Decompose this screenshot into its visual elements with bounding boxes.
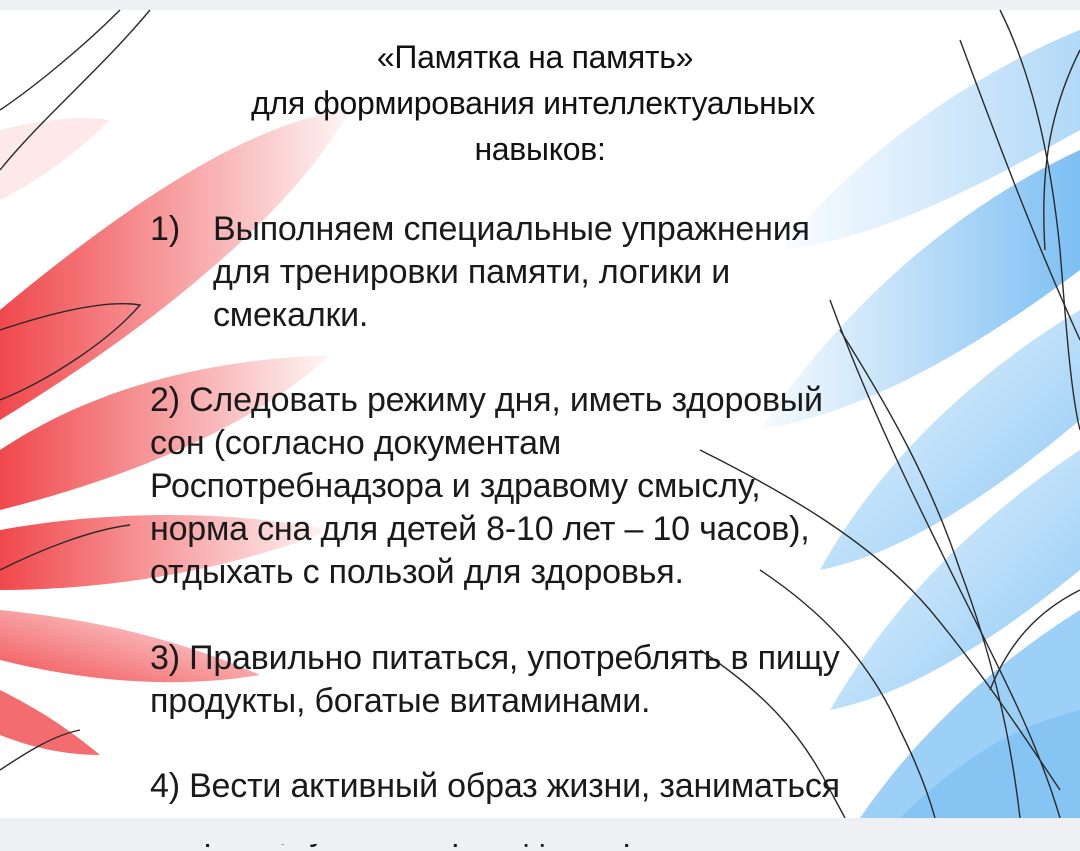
- item-1-line-2: для тренировки памяти, логики и: [213, 253, 731, 291]
- item-1-number: 1): [150, 210, 181, 248]
- item-3-line-2: продукты, богатые витаминами.: [150, 682, 651, 720]
- item-2-line-4: норма сна для детей 8-10 лет – 10 часов),: [150, 510, 810, 548]
- item-3-line-1: 3) Правильно питаться, употреблять в пищу: [150, 639, 840, 677]
- item-4-line-1: 4) Вести активный образ жизни, заниматься: [150, 767, 840, 805]
- presentation-slide: [0, 10, 1080, 818]
- item-1-line-1: Выполняем специальные упражнения: [213, 210, 810, 248]
- title-line-2: для формирования интеллектуальных: [251, 85, 815, 121]
- item-2-line-5: отдыхать с пользой для здоровья.: [150, 553, 684, 591]
- item-2-line-1: 2) Следовать режиму дня, иметь здоровый: [150, 381, 823, 419]
- item-2-line-3: Роспотребнадзора и здравому смыслу,: [150, 467, 761, 505]
- title-line-1: «Памятка на память»: [376, 39, 694, 75]
- bottom-frame-bar: [0, 818, 1080, 844]
- title-line-3: навыков:: [474, 131, 606, 167]
- item-1-line-3: смекалки.: [213, 296, 369, 334]
- item-2-line-2: сон (согласно документам: [150, 424, 562, 462]
